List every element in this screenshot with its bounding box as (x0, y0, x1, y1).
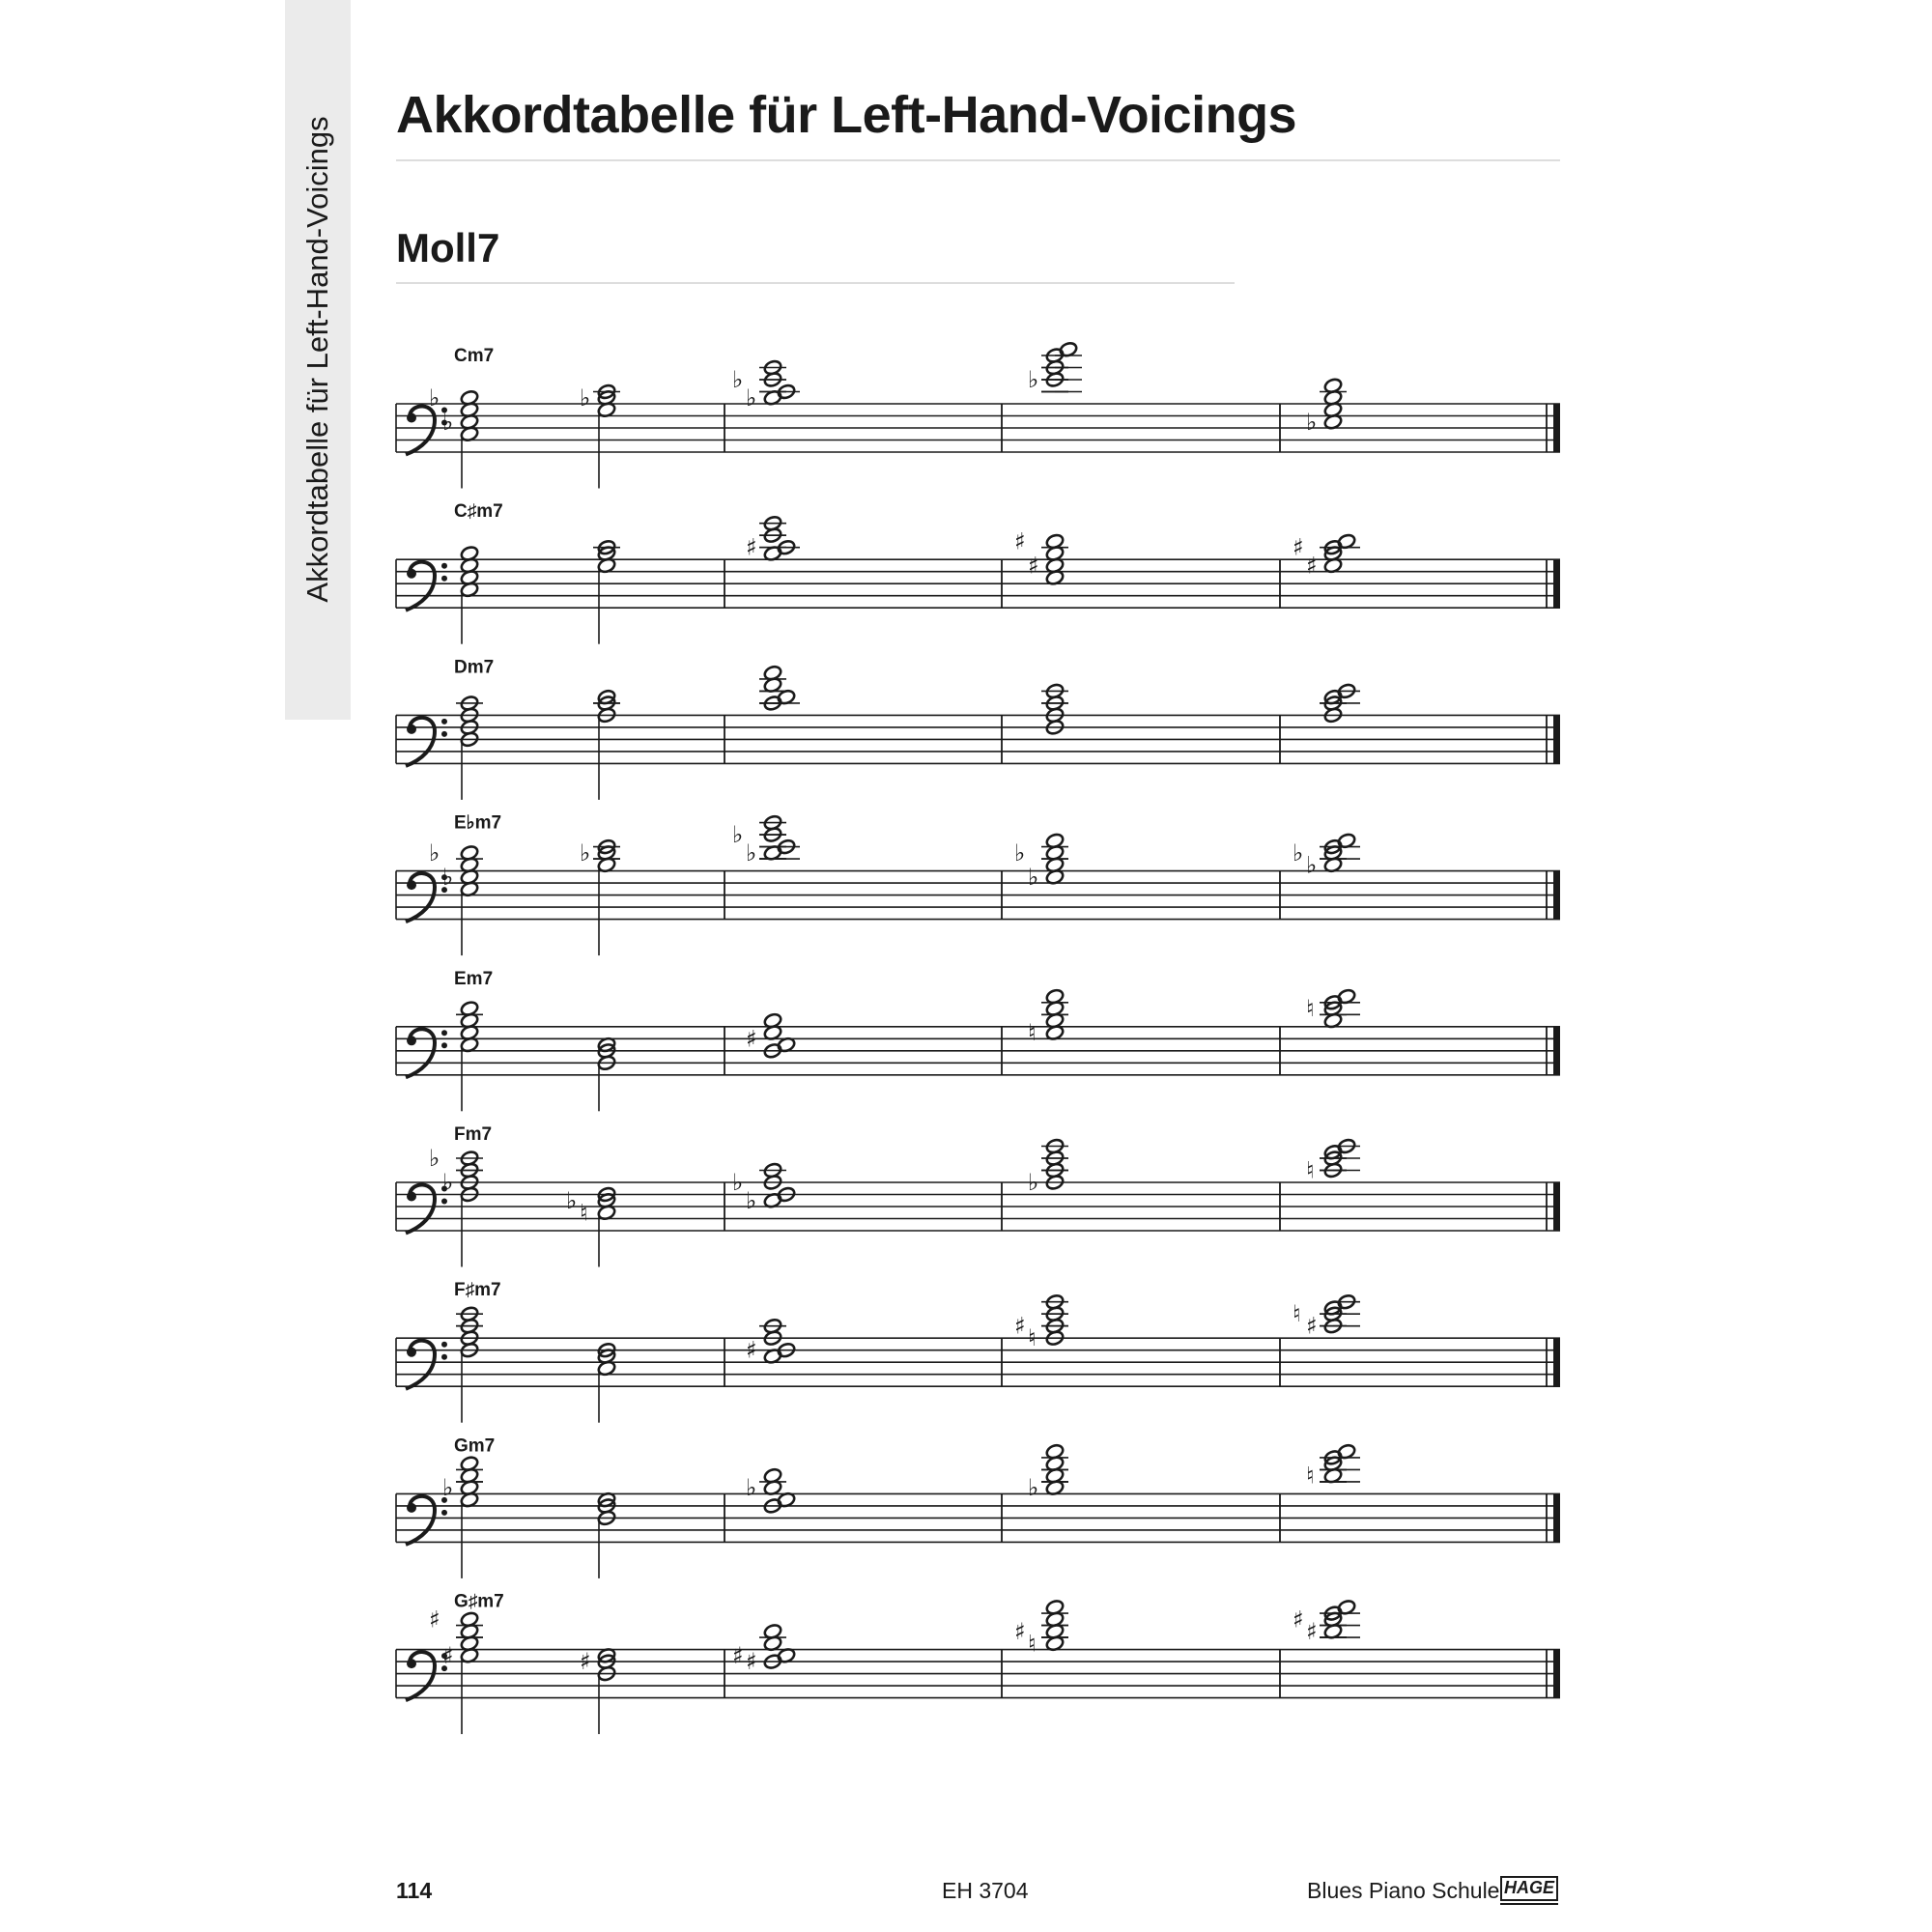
bass-clef-dot-icon (407, 1659, 416, 1668)
bass-clef-upper-dot-icon (441, 1030, 447, 1036)
accidental-icon: ♭ (1028, 1169, 1039, 1196)
accidental-icon: ♯ (442, 1641, 454, 1669)
accidental-icon: ♭ (442, 863, 454, 891)
accidental-icon: ♯ (580, 1648, 591, 1676)
accidental-icon: ♭ (732, 366, 744, 393)
bass-clef-lower-dot-icon (441, 576, 447, 582)
bass-clef-lower-dot-icon (441, 731, 447, 737)
accidental-icon: ♭ (1028, 366, 1039, 393)
accidental-icon: ♯ (746, 533, 757, 561)
accidental-icon: ♭ (566, 1186, 578, 1214)
final-barline-thick (1553, 559, 1560, 608)
accidental-icon: ♯ (1293, 533, 1304, 561)
bass-clef-dot-icon (407, 724, 416, 734)
bass-clef-upper-dot-icon (441, 563, 447, 569)
page-number: 114 (396, 1878, 433, 1903)
accidental-icon: ♯ (1306, 1312, 1318, 1340)
accidental-icon: ♭ (429, 384, 440, 412)
accidental-icon: ♭ (429, 1145, 440, 1172)
accidental-icon: ♯ (746, 1336, 757, 1364)
final-barline-thick (1553, 1493, 1560, 1542)
bass-clef-lower-dot-icon (441, 1199, 447, 1205)
book-title: Blues Piano Schule (1307, 1878, 1500, 1903)
chord-symbol: Gm7 (454, 1435, 496, 1457)
chord-symbol: F♯m7 (454, 1280, 501, 1301)
accidental-icon: ♯ (746, 1648, 757, 1676)
chord-symbol: C♯m7 (454, 501, 503, 523)
accidental-icon: ♯ (1306, 552, 1318, 580)
accidental-icon: ♯ (1014, 1312, 1026, 1340)
bass-clef-dot-icon (407, 1503, 416, 1513)
accidental-icon: ♯ (1293, 1605, 1304, 1634)
final-barline-thick (1553, 871, 1560, 920)
accidental-icon: ♭ (1028, 1474, 1039, 1502)
bass-clef-lower-dot-icon (441, 1354, 447, 1360)
bass-clef-dot-icon (407, 880, 416, 890)
accidental-icon: ♮ (1028, 1630, 1037, 1658)
accidental-icon: ♭ (746, 384, 757, 412)
accidental-icon: ♭ (1028, 863, 1039, 891)
accidental-icon: ♮ (580, 1199, 588, 1227)
bass-clef-upper-dot-icon (441, 719, 447, 724)
bass-clef-lower-dot-icon (441, 1510, 447, 1516)
accidental-icon: ♭ (442, 1169, 454, 1196)
page-title: Akkordtabelle für Left-Hand-Voicings (396, 86, 1297, 144)
accidental-icon: ♯ (732, 1641, 744, 1669)
accidental-icon: ♭ (1306, 851, 1318, 879)
side-tab-label: Akkordtabelle für Left-Hand-Voicings (300, 116, 334, 603)
final-barline-thick (1553, 1338, 1560, 1386)
accidental-icon: ♭ (746, 838, 757, 867)
bass-clef-lower-dot-icon (441, 1042, 447, 1048)
accidental-icon: ♭ (732, 821, 744, 849)
final-barline-thick (1553, 1650, 1560, 1698)
publisher-logo-underline (1500, 1903, 1558, 1911)
bass-clef-dot-icon (407, 569, 416, 579)
chord-symbol: E♭m7 (454, 812, 502, 834)
final-barline-thick (1553, 1182, 1560, 1231)
accidental-icon: ♯ (1306, 1617, 1318, 1645)
bass-clef-dot-icon (407, 1348, 416, 1357)
accidental-icon: ♮ (1306, 1156, 1315, 1184)
accidental-icon: ♮ (1028, 1324, 1037, 1352)
chord-symbol: Fm7 (454, 1124, 493, 1145)
chord-symbol: Dm7 (454, 657, 495, 678)
accidental-icon: ♭ (1014, 838, 1026, 867)
accidental-icon: ♯ (1014, 1617, 1026, 1645)
accidental-icon: ♯ (1014, 527, 1026, 555)
catalog-number: EH 3704 (942, 1878, 1029, 1903)
chord-symbol: G♯m7 (454, 1591, 504, 1612)
accidental-icon: ♮ (1306, 995, 1315, 1023)
accidental-icon: ♭ (580, 838, 591, 867)
accidental-icon: ♭ (746, 1474, 757, 1502)
bass-clef-dot-icon (407, 413, 416, 423)
accidental-icon: ♭ (746, 1186, 757, 1214)
accidental-icon: ♭ (442, 408, 454, 436)
accidental-icon: ♭ (1293, 838, 1304, 867)
accidental-icon: ♮ (1293, 1300, 1301, 1328)
accidental-icon: ♮ (1028, 1019, 1037, 1047)
accidental-icon: ♯ (429, 1605, 440, 1634)
accidental-icon: ♯ (746, 1025, 757, 1053)
chord-symbol: Em7 (454, 968, 494, 989)
accidental-icon: ♭ (580, 384, 591, 412)
publisher-logo: HAGE (1500, 1876, 1558, 1901)
final-barline-thick (1553, 715, 1560, 763)
accidental-icon: ♮ (1306, 1462, 1315, 1490)
chord-symbol: Cm7 (454, 346, 495, 366)
final-barline-thick (1553, 1027, 1560, 1075)
bass-clef-dot-icon (407, 1036, 416, 1045)
accidental-icon: ♯ (1028, 552, 1039, 580)
accidental-icon: ♭ (732, 1169, 744, 1196)
bass-clef-upper-dot-icon (441, 1342, 447, 1348)
accidental-icon: ♭ (1306, 408, 1318, 436)
final-barline-thick (1553, 404, 1560, 452)
section-title: Moll7 (396, 225, 500, 270)
accidental-icon: ♭ (429, 838, 440, 867)
bass-clef-dot-icon (407, 1192, 416, 1202)
accidental-icon: ♭ (442, 1474, 454, 1502)
